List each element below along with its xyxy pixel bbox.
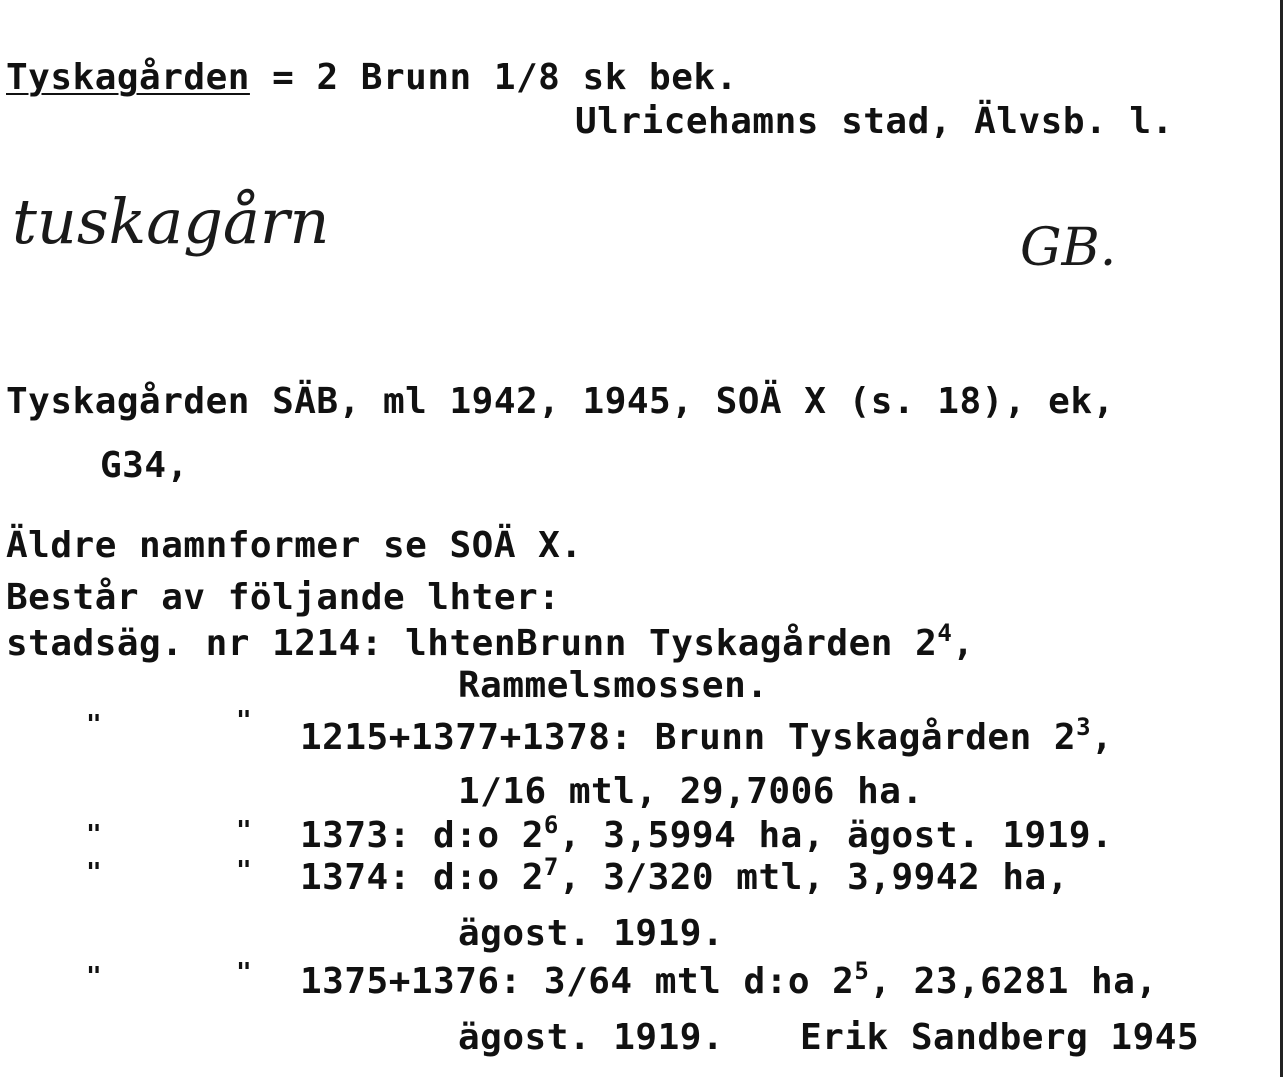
parcel-row-5-cont: ägost. 1919. bbox=[458, 1017, 725, 1058]
parcel-row-2-text: 1215+1377+1378: Brunn Tyskagården 2 bbox=[300, 717, 1077, 758]
parcel-row-2-cont: 1/16 mtl, 29,7006 ha. bbox=[458, 771, 924, 812]
parcel-row-3-suffix: , 3,5994 ha, ägost. 1919. bbox=[558, 815, 1114, 856]
header-rest: = 2 Brunn 1/8 sk bek. bbox=[249, 57, 738, 98]
parcel-row-5-suffix: , 23,6281 ha, bbox=[869, 961, 1158, 1002]
ditto-mark: " bbox=[86, 820, 102, 850]
ditto-mark: " bbox=[236, 856, 252, 886]
parcel-row-4 bbox=[300, 853, 1069, 901]
sources-line-1: Tyskagården SÄB, ml 1942, 1945, SOÄ X (s. 18), ek, bbox=[6, 381, 1115, 422]
handwritten-name: tuskagårn bbox=[12, 185, 330, 258]
parcel-row-3-text: 1373: d:o 2 bbox=[300, 815, 544, 856]
parcel-row-1-suffix: , bbox=[952, 623, 975, 664]
ditto-mark: " bbox=[236, 958, 252, 988]
consists-of-line: Består av följande lhter: bbox=[6, 577, 561, 618]
header-line bbox=[6, 58, 738, 98]
place-name: Tyskagården bbox=[6, 57, 250, 98]
parcel-row-2-sup: 3 bbox=[1076, 713, 1092, 741]
parcel-row-5-sup: 5 bbox=[854, 957, 870, 985]
parcel-row-4-text: 1374: d:o 2 bbox=[300, 857, 544, 898]
location-line: Ulricehamns stad, Älvsb. l. bbox=[575, 101, 1174, 142]
ditto-mark: " bbox=[86, 858, 102, 888]
parcel-row-2 bbox=[300, 713, 1114, 761]
ditto-mark: " bbox=[236, 816, 252, 846]
parcel-row-5-text: 1375+1376: 3/64 mtl d:o 2 bbox=[300, 961, 855, 1002]
parcel-row-4-suffix: , 3/320 mtl, 3,9942 ha, bbox=[558, 857, 1069, 898]
ditto-mark: " bbox=[86, 962, 102, 992]
ditto-mark: " bbox=[236, 706, 252, 736]
handwritten-initials: GB. bbox=[1020, 218, 1117, 278]
older-forms-line: Äldre namnformer se SOÄ X. bbox=[6, 525, 583, 566]
parcel-row-4-sup: 7 bbox=[543, 853, 559, 881]
parcel-row-3-sup: 6 bbox=[543, 811, 559, 839]
parcel-row-4-cont: ägost. 1919. bbox=[458, 913, 725, 954]
author-signature: Erik Sandberg 1945 bbox=[800, 1017, 1200, 1058]
parcel-row-1-sup: 4 bbox=[937, 619, 953, 647]
card-edge bbox=[1280, 0, 1283, 1077]
parcel-row-1-text: stadsäg. nr 1214: lhtenBrunn Tyskagården 2 bbox=[6, 623, 938, 664]
parcel-row-5 bbox=[300, 957, 1158, 1005]
ditto-mark: " bbox=[86, 710, 102, 740]
parcel-row-1 bbox=[6, 619, 975, 667]
parcel-row-3 bbox=[300, 811, 1114, 859]
parcel-row-2-suffix: , bbox=[1091, 717, 1114, 758]
sources-line-2: G34, bbox=[100, 445, 189, 486]
parcel-row-1-cont: Rammelsmossen. bbox=[458, 665, 769, 706]
